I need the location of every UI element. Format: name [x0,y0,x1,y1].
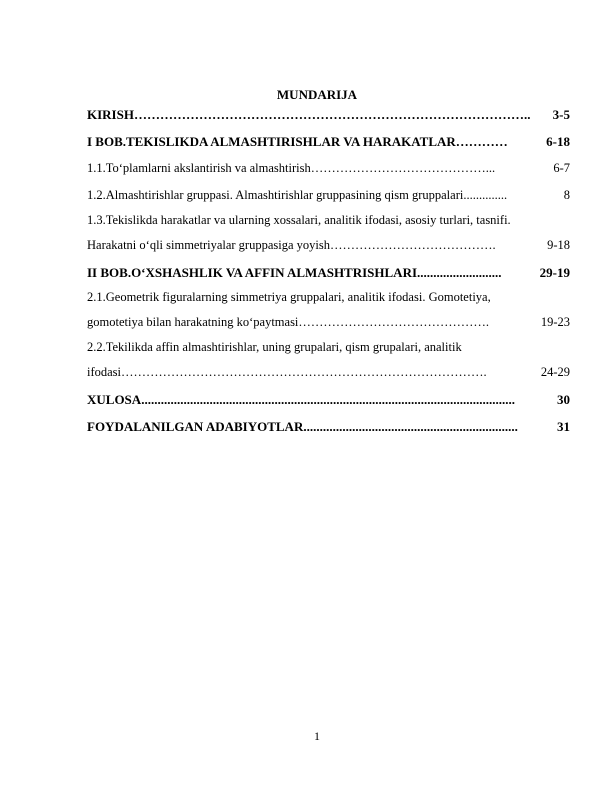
toc-entry-title: ifodasi [87,365,122,379]
toc-entry-page: 8 [563,188,570,202]
toc-entry-title-line1: 1.3.Tekislikda harakatlar va ularning xossalari, analitik ifodasi, asosiy turlari, tasnifi. [87,213,511,227]
toc-leader-dots: ………… [455,134,508,149]
page-title: MUNDARIJA [276,87,358,102]
toc-entry-title: XULOSA [87,392,142,407]
toc-entry-chapter-2[interactable] [87,265,570,280]
toc-leader-dots: .......................... [417,265,502,280]
toc-entry-chapter-1[interactable] [87,134,570,149]
toc-entry-page: 19-23 [540,315,570,329]
toc-leader-dots: ………………………………………. [298,315,490,329]
toc-entry-adabiyotlar[interactable] [87,419,570,434]
toc-entry-title-line1: 2.1.Geometrik figuralarning simmetriya gruppalari, analitik ifodasi. Gomotetiya, [87,290,491,304]
toc-entry-section-2-1[interactable] [87,290,570,330]
toc-entry-page: 6-7 [553,161,570,175]
toc-entry-title: I BOB.TEKISLIKDA ALMASHTIRISHLAR VA HARAKATLAR [87,134,456,149]
toc-leader-dots: ................................................................................................................... [141,392,515,407]
toc-entry-page: 3-5 [552,107,570,122]
toc-leader-dots: .................................................................. [303,419,518,434]
toc-entry-section-1-2[interactable] [87,188,570,203]
toc-leader-dots: ……………………………………... [310,161,496,175]
toc-entry-title: II BOB.O‘XSHASHLIK VA AFFIN ALMASHTRISHLARI [87,265,418,280]
toc-entry-xulosa[interactable] [87,392,570,407]
toc-entry-page: 31 [557,419,570,434]
toc-entry-title: KIRISH [87,107,134,122]
toc-leader-dots: …………………………………. [330,238,496,252]
toc-leader-dots: ……………………………………………………………………………. [121,365,487,379]
toc-entry-page: 6-18 [546,134,570,149]
toc-entry-title: 1.2.Almashtirishlar gruppasi. Almashtirishlar gruppasining qism gruppalari [87,188,464,202]
toc-leader-dots: ……………………………………………………………………………….. [133,107,531,122]
toc-entry-page: 24-29 [540,365,570,379]
toc-entry-page: 9-18 [547,238,570,252]
table-of-contents [87,100,570,434]
toc-entry-page: 29-19 [539,265,570,280]
toc-entry-page: 30 [557,392,570,407]
toc-entry-title: gomotetiya bilan harakatning ko‘paytmasi [87,315,299,329]
toc-entry-section-1-3[interactable] [87,213,570,253]
toc-leader-dots: .............. [463,188,508,202]
toc-entry-section-1-1[interactable] [87,161,570,176]
toc-entry-title-line1: 2.2.Tekilikda affin almashtirishlar, uning grupalari, qism grupalari, analitik [87,340,462,354]
toc-entry-title: FOYDALANILGAN ADABIYOTLAR [87,419,304,434]
toc-entry-section-2-2[interactable] [87,340,570,380]
toc-entry-title: 1.1.To‘plamlarni akslantirish va almashtirish [87,161,311,175]
page-number: 1 [314,729,320,743]
toc-entry-title: Harakatni o‘qli simmetriyalar gruppasiga yoyish [87,238,330,252]
toc-entry-kirish[interactable] [87,107,570,122]
